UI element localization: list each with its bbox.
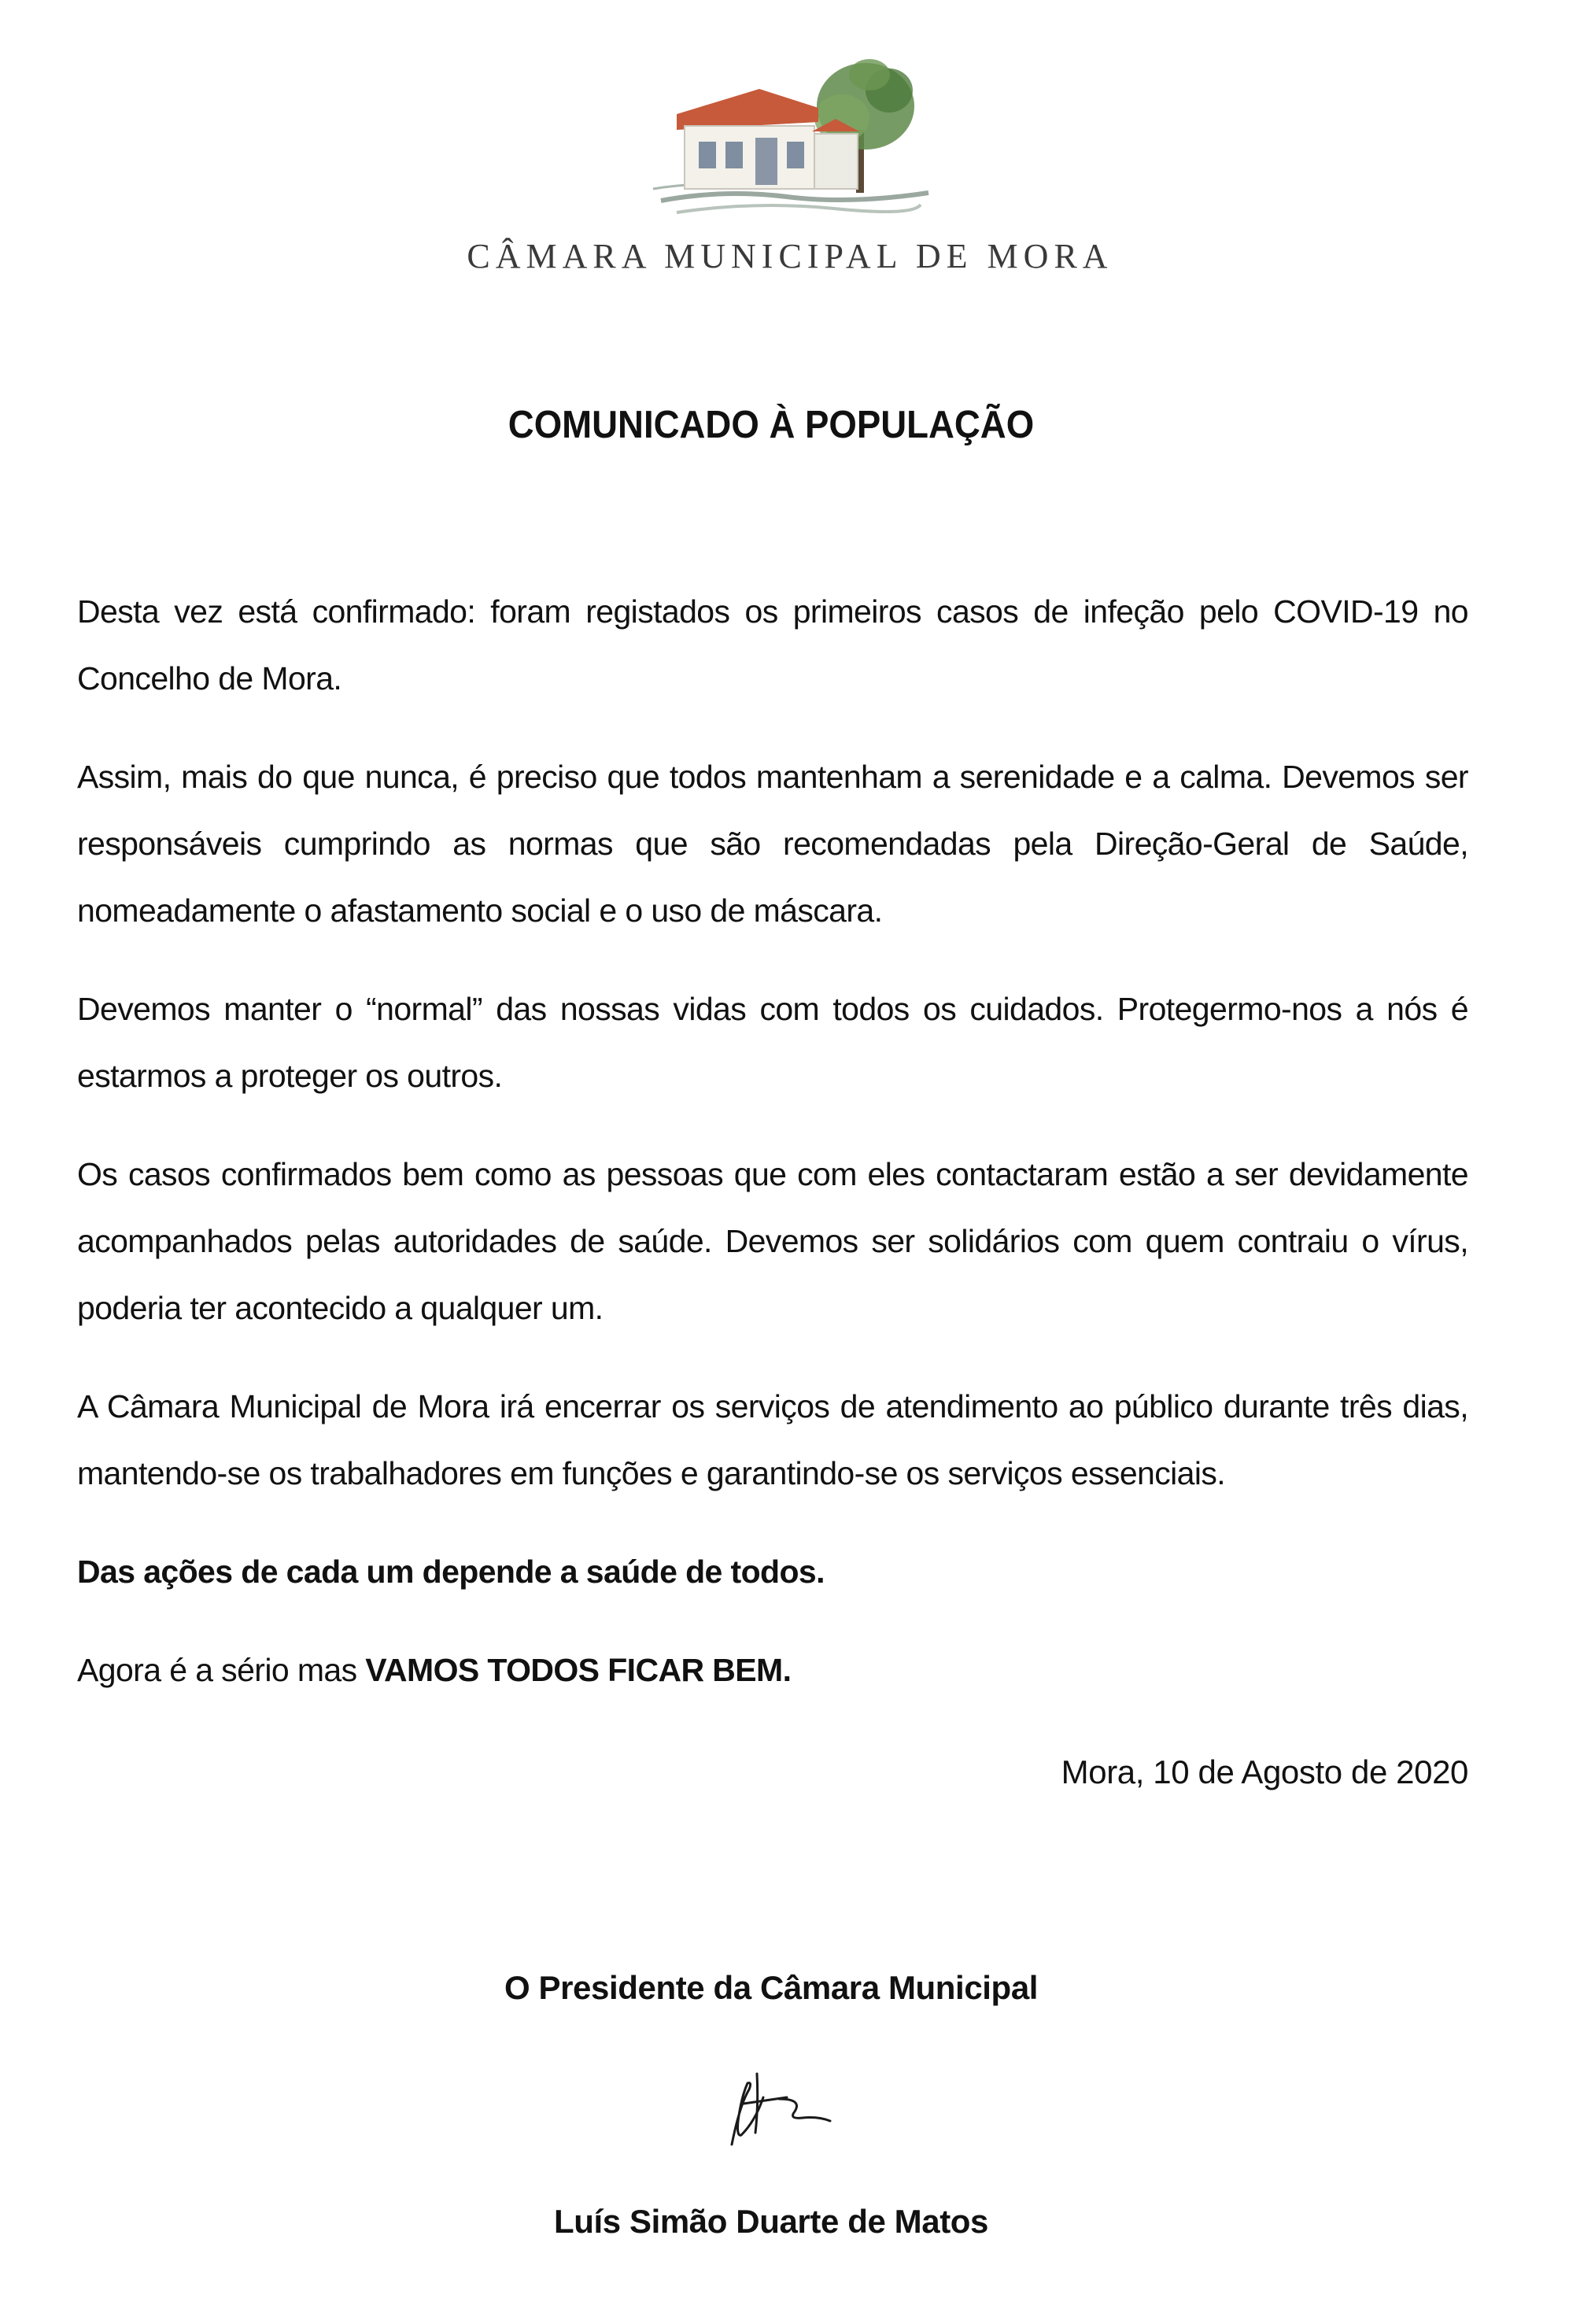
paragraph-health-authorities: Os casos confirmados bem como as pessoas que com eles contactaram estão a ser devidamente acompanhados pelas autoridades de saúde. Devemos ser solidários com quem contraiu o vírus, poderia ter acontecido a qualquer um. bbox=[77, 1156, 1468, 1326]
paragraph-services-closure: A Câmara Municipal de Mora irá encerrar os serviços de atendimento ao público durante três dias, mantendo-se os trabalhadores em funções e garantindo-se os serviços essenciais. bbox=[77, 1388, 1468, 1491]
paragraph-normal-life: Devemos manter o “normal” das nossas vidas com todos os cuidados. Protegermo-nos a nós é estarmos a proteger os outros. bbox=[77, 991, 1468, 1094]
date-line: Mora, 10 de Agosto de 2020 bbox=[1061, 1753, 1468, 1790]
org-name: CÂMARA MUNICIPAL DE MORA bbox=[467, 237, 1113, 275]
paragraph-serenity: Assim, mais do que nunca, é preciso que todos mantenham a serenidade e a calma. Devemos ser responsáveis cumprindo as normas que são recomendadas pela Direção-Geral de Saúde, nomeadamente o afastamento social e o uso de máscara. bbox=[77, 759, 1468, 929]
closing-prefix: Agora é a sério mas bbox=[77, 1652, 366, 1688]
signer-name: Luís Simão Duarte de Matos bbox=[553, 2203, 989, 2240]
document-title: COMUNICADO À POPULAÇÃO bbox=[508, 404, 1035, 446]
document-body bbox=[77, 578, 1468, 1735]
bold-statement: Das ações de cada um depende a saúde de todos. bbox=[77, 1554, 825, 1590]
closing-emphasis: VAMOS TODOS FICAR BEM. bbox=[365, 1652, 792, 1688]
closing-line bbox=[77, 1637, 1468, 1704]
signature-image bbox=[700, 2042, 858, 2168]
signer-title: O Presidente da Câmara Municipal bbox=[504, 1969, 1039, 2006]
municipal-logo bbox=[629, 43, 944, 232]
paragraph-confirmation: Desta vez está confirmado: foram registados os primeiros casos de infeção pelo COVID-19 no Concelho de Mora. bbox=[77, 593, 1468, 696]
